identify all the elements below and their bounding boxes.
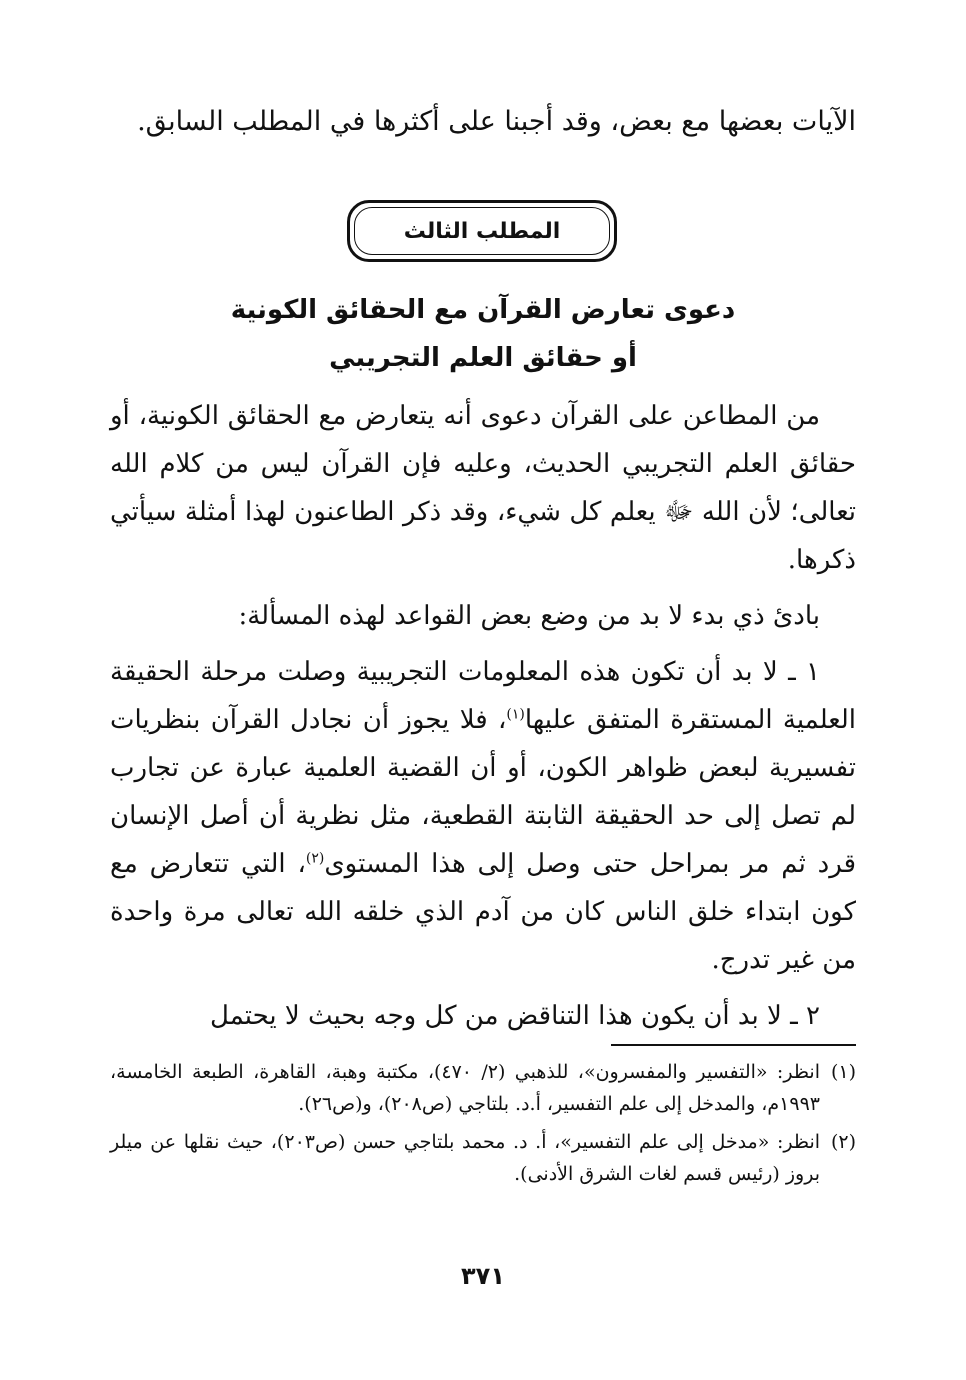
- paragraph-2: بادئ ذي بدء لا بد من وضع بعض القواعد لهذه المسألة:: [238, 601, 820, 631]
- footnote-2: [110, 1126, 856, 1190]
- footnote-2-text: انظر: «مدخل إلى علم التفسير»، أ. د. محمد بلتاجي حسن (ص٢٠٣)، حيث نقلها عن ميلر بروز (رئيس قسم لغات الشرق الأدنى).: [110, 1131, 821, 1185]
- footnote-separator: [611, 1044, 856, 1046]
- intro-line: الآيات بعضها مع بعض، وقد أجبنا على أكثرها في المطلب السابق.: [137, 106, 856, 137]
- chapter-title-line-2: أو حقائق العلم التجريبي: [329, 343, 637, 373]
- page-number: ٣٧١: [461, 1262, 505, 1290]
- footnote-1-number: (١): [830, 1061, 856, 1083]
- section-heading-box: [347, 200, 617, 262]
- paragraph-3: [110, 648, 856, 984]
- footnote-ref-2: (٢): [305, 850, 325, 867]
- footnote-ref-1: (١): [506, 706, 525, 723]
- chapter-title-line-1: دعوى تعارض القرآن مع الحقائق الكونية: [230, 295, 736, 325]
- paragraph-3-part-a: ١ ـ لا بد أن تكون هذه المعلومات التجريبية وصلت مرحلة الحقيقة العلمية المستقرة المتفق عليها: [110, 657, 856, 735]
- footnote-2-number: (٢): [830, 1131, 856, 1153]
- paragraph-4: ٢ ـ لا بد أن يكون هذا التناقض من كل وجه بحيث لا يحتمل: [210, 1001, 820, 1031]
- section-heading-label: المطلب الثالث: [403, 218, 561, 244]
- footnote-1-text: انظر: «التفسير والمفسرون»، للذهبي (٢/ ٤٧٠)، مكتبة وهبة، القاهرة، الطبعة الخامسة، ١٩٩٣م، والمدخل إلى علم التفسير، أ.د. بلتاجي (ص٢٠٨)، و(ص٢٦).: [110, 1061, 820, 1115]
- paragraph-3-part-b: ، فلا يجوز أن نجادل القرآن بنظريات تفسيرية لبعض ظواهر الكون، أو أن القضية العلمية عبارة عن تجارب لم تصل إلى حد الحقيقة الثابتة القطعية، مثل نظرية أن أصل الإنسان قرد ثم مر بمراحل حتى وصل إلى هذا المستوى: [110, 705, 856, 879]
- body-text: [110, 392, 856, 1040]
- paragraph-3-part-c: ، التي تتعارض مع كون ابتداء خلق الناس كان من آدم الذي خلقه الله تعالى مرة واحدة من غير تدرج.: [110, 849, 856, 975]
- footnote-1: [110, 1056, 856, 1120]
- footnotes: [110, 1056, 856, 1196]
- paragraph-1: من المطاعن على القرآن دعوى أنه يتعارض مع الحقائق الكونية، أو حقائق العلم التجريبي الحديث، وعليه فإن القرآن ليس من كلام الله تعالى؛ لأن الله ﷻ يعلم كل شيء، وقد ذكر الطاعنون لهذا أمثلة سيأتي ذكرها.: [110, 401, 856, 575]
